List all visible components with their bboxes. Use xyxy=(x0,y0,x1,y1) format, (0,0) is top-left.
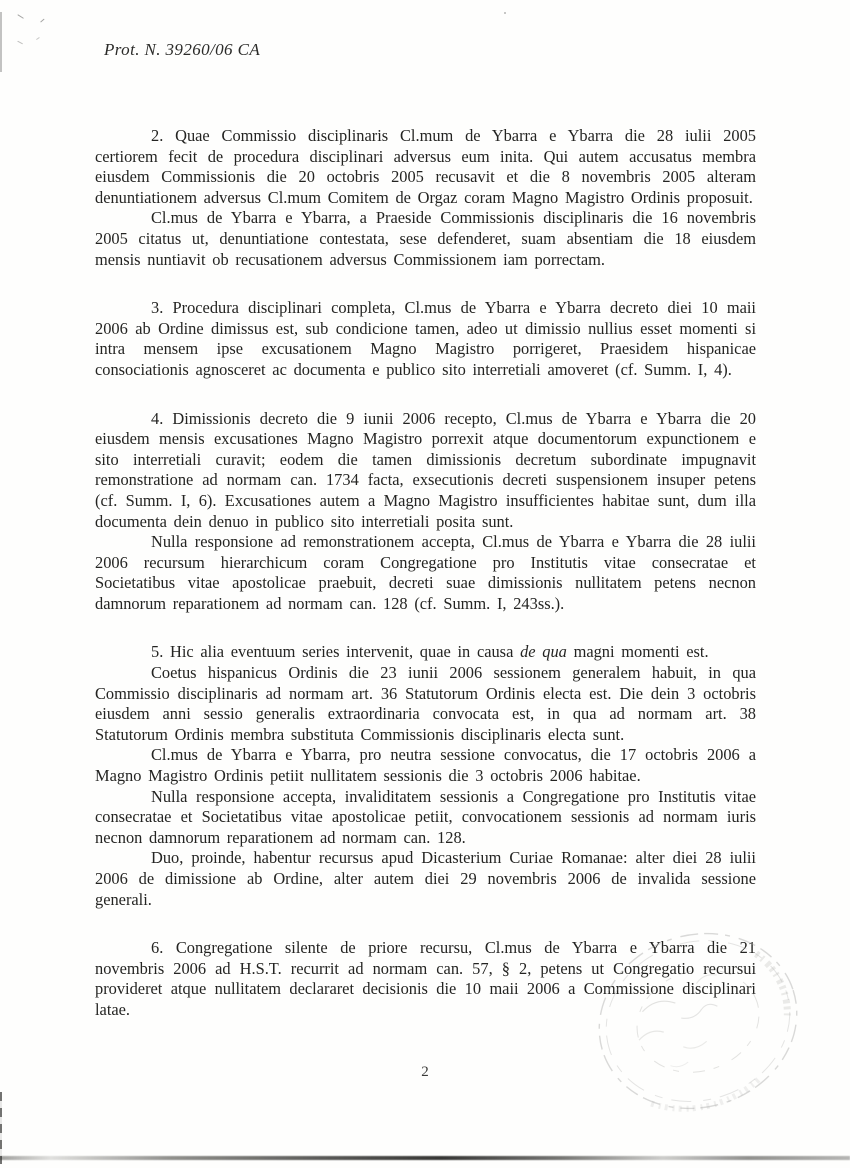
scan-edge-bottom xyxy=(0,1156,850,1160)
paragraph: Cl.mus de Ybarra e Ybarra, a Praeside Commissionis disciplinaris die 16 novembris 2005 citatus ut, denuntiatione contestata, sese defenderet, suam absentiam die 18 eiusdem mensis nuntiavit ob recusationem adversus Commissionem iam porrectam. xyxy=(95,208,756,269)
protocol-number: Prot. N. 39260/06 CA xyxy=(104,40,261,59)
paragraph-text: 5. Hic alia eventuum series intervenit, quae in causa xyxy=(151,642,521,662)
paragraph: 6. Congregatione silente de priore recursu, Cl.mus de Ybarra e Ybarra die 21 novembris 2006 ad H.S.T. recurrit ad normam can. 57, § 2, petens ut Congregatio recursui provideret atque nullitatem declararet decisionis die 10 maii 2006 a Commissione disciplinari latae. xyxy=(95,938,756,1019)
paragraph: Nulla responsione accepta, invaliditatem sessionis a Congregatione pro Institutis vitae consecratae et Societatibus vitae apostolicae petiit, convocationem sessionis ad normam iuris necnon damnorum reparationem ad normam can. 128. xyxy=(95,786,756,847)
scan-edge-left-faint xyxy=(0,12,2,72)
paragraph: Coetus hispanicus Ordinis die 23 iunii 2006 sessionem generalem habuit, in qua Commissio disciplinaris ad normam art. 36 Statutorum Ordinis electa est. Die dein 3 octobris eiusdem anni sessio generalis extraordinaria convocata est, in qua ad normam art. 38 Statutorum Ordinis membra substituta Commissionis disciplinaris electa sunt. xyxy=(95,663,756,744)
section-3 xyxy=(95,298,756,380)
page-number: 2 xyxy=(421,1064,429,1080)
italic-phrase: de qua xyxy=(520,642,567,662)
pencil-mark xyxy=(17,14,24,19)
paragraph: Nulla responsione ad remonstrationem accepta, Cl.mus de Ybarra e Ybarra die 28 iulii 2006 recursum hierarchicum coram Congregatione pro Institutis vitae consecratae et Societatibus vitae apostolicae praebuit, decreti suae dimissionis nullitatem petens necnon damnorum reparationem ad normam can. 128 (cf. Summ. I, 243ss.). xyxy=(95,532,756,613)
paragraph-with-italic xyxy=(95,642,756,663)
paragraph: 2. Quae Commissio disciplinaris Cl.mum de Ybarra e Ybarra die 28 iulii 2005 certiorem fecit de procedura disciplinari adversus eum inita. Qui autem accusatus membra eiusdem Commissionis die 20 octobris 2005 recusavit et die 8 novembris 2005 alteram denuntiationem adversus Cl.mum Comitem de Orgaz coram Magno Magistro Ordinis proposuit. xyxy=(95,126,756,207)
document-body xyxy=(95,126,756,1021)
scan-edge-left xyxy=(0,1092,2,1164)
section-2 xyxy=(95,126,756,270)
section-4 xyxy=(95,409,756,615)
pencil-mark xyxy=(40,19,45,23)
paragraph: 3. Procedura disciplinari completa, Cl.mus de Ybarra e Ybarra decreto diei 10 maii 2006 ab Ordine dimissus est, sub condicione tamen, adeo ut dimissio nullius esset momenti si intra mensem ipse excusationem Magno Magistro porrigeret, Praesidem hispanicae consociationis agnosceret ac documenta e publico sito interretiali amoveret (cf. Summ. I, 4). xyxy=(95,298,756,379)
section-6 xyxy=(95,938,756,1020)
pencil-mark xyxy=(17,41,23,45)
pencil-mark xyxy=(36,37,40,40)
paragraph: Cl.mus de Ybarra e Ybarra, pro neutra sessione convocatus, die 17 octobris 2006 a Magno Magistro Ordinis petiit nullitatem sessionis die 3 octobris 2006 habitae. xyxy=(95,745,756,786)
scan-speck xyxy=(504,12,506,14)
paragraph: Duo, proinde, habentur recursus apud Dicasterium Curiae Romanae: alter diei 28 iulii 2006 de dimissione ab Ordine, alter autem diei 29 novembris 2006 de invalida sessione generali. xyxy=(95,848,756,909)
paragraph-text: magni momenti est. xyxy=(566,642,709,662)
section-5 xyxy=(95,642,756,910)
paragraph: 4. Dimissionis decreto die 9 iunii 2006 recepto, Cl.mus de Ybarra e Ybarra die 20 eiusdem mensis excusationes Magno Magistro porrexit atque documentorum expunctionem e sito interretiali curavit; eodem die tamen dimissionis decretum subordinate impugnavit remonstratione ad normam can. 1734 facta, exsecutionis decreti suspensionem insuper petens (cf. Summ. I, 6). Excusationes autem a Magno Magistro insufficientes habitae sunt, dum illa documenta dein denuo in publico sito interretiali posita sunt. xyxy=(95,408,756,531)
